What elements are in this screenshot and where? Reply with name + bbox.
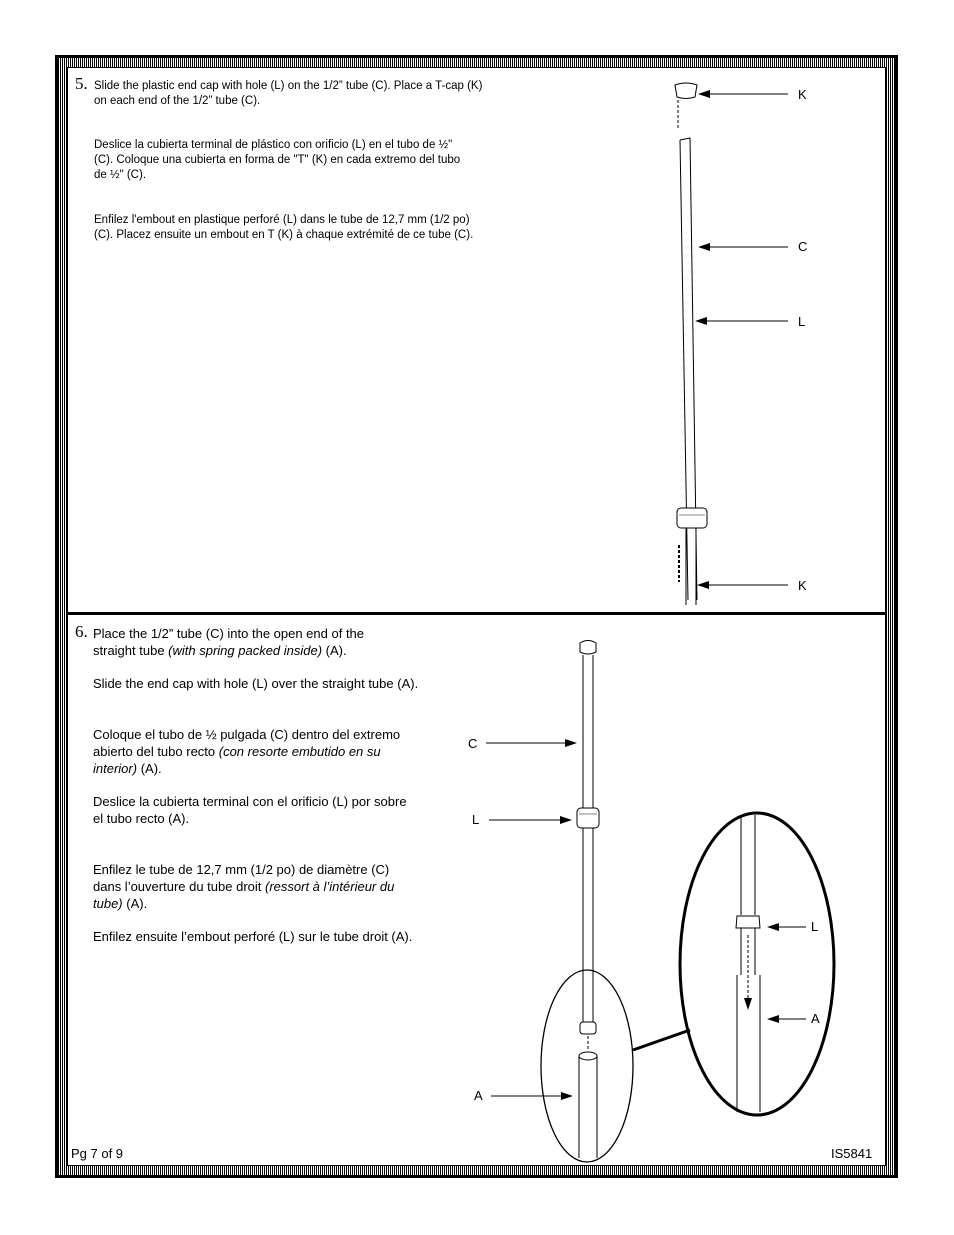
- label-a-detail: A: [811, 1011, 820, 1026]
- page-number: Pg 7 of 9: [71, 1146, 124, 1161]
- step-6-es1-end: (A).: [137, 761, 162, 776]
- step-5-english-line-2: on each end of the 1/2” tube (C).: [94, 95, 261, 107]
- step-6-fr1-end: (A).: [122, 896, 148, 911]
- step-6-es1-italic-1: (con resorte embutido en su: [218, 744, 381, 759]
- label-k-top: K: [798, 87, 807, 102]
- label-l: L: [798, 314, 806, 329]
- label-a-step6: A: [474, 1088, 483, 1103]
- step-5-french-line-1: Enfilez l'embout en plastique perforé (L) dans le tube de 12,7 mm (1/2 po): [94, 214, 470, 226]
- step-5-english-line-1: Slide the plastic end cap with hole (L) on the 1/2” tube (C). Place a T-cap (K): [94, 80, 483, 92]
- label-l-step6: L: [472, 812, 480, 827]
- step-6-number: 6.: [75, 622, 88, 641]
- step-5-french-line-2: (C). Placez ensuite un embout en T (K) à chaque extrémité de ce tube (C).: [94, 229, 474, 241]
- label-k-bottom: K: [798, 578, 807, 593]
- step-6-en1-line-1: Place the 1/2” tube (C) into the open end of the: [93, 626, 365, 641]
- detail-end-cap-icon: [736, 916, 760, 928]
- tube-top-cap-icon: [580, 641, 596, 655]
- label-c: C: [798, 239, 808, 254]
- step-5-number: 5.: [75, 74, 88, 93]
- step-6-es1-text: abierto del tubo recto: [93, 744, 219, 759]
- detail-circle-large: [680, 813, 834, 1115]
- step-5-spanish-line-2: (C). Coloque una cubierta en forma de "T" (K) en cada extremo del tubo: [94, 154, 461, 166]
- step-6-fr1-italic-1: (ressort à l’intérieur du: [265, 879, 395, 894]
- step-5-spanish-line-1: Deslice la cubierta terminal de plástico con orificio (L) en el tubo de ½": [94, 139, 453, 151]
- step-6-french-2: Enfilez ensuite l’embout perforé (L) sur le tube droit (A).: [93, 929, 413, 944]
- end-cap-l-icon: [577, 808, 599, 828]
- document-code: IS5841: [831, 1146, 873, 1161]
- step-5-spanish-line-3: de ½" (C).: [94, 169, 147, 181]
- detail-circle-small: [541, 970, 633, 1162]
- step6-en1-end: (A).: [322, 643, 347, 658]
- step-6-fr1-line-1: Enfilez le tube de 12,7 mm (1/2 po) de diamètre (C): [93, 862, 390, 877]
- step-6-en1-text: straight tube: [93, 643, 169, 658]
- step-6-fr1-italic-2: tube): [93, 896, 123, 911]
- step-6-es1-line-1: Coloque el tubo de ½ pulgada (C) dentro del extremo: [93, 727, 401, 742]
- step-6-es2-line-1: Deslice la cubierta terminal con el orificio (L) por sobre: [93, 794, 407, 809]
- label-l-detail: L: [811, 919, 819, 934]
- step-6-fr1-text: dans l’ouverture du tube droit: [93, 879, 265, 894]
- step-6-es1-italic-2: interior): [93, 761, 138, 776]
- step-6-es2-line-2: el tubo recto (A).: [93, 811, 190, 826]
- step-6-en1-italic: (with spring packed inside): [168, 643, 323, 658]
- label-c-step6: C: [468, 736, 478, 751]
- step-6-english-2: Slide the end cap with hole (L) over the straight tube (A).: [93, 676, 419, 691]
